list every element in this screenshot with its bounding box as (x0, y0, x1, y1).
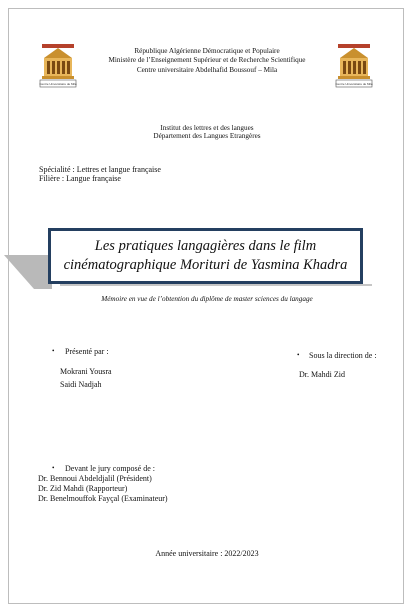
thesis-title-line1: Les pratiques langagières dans le film (94, 238, 317, 254)
banner-underline (60, 284, 372, 286)
bullet-supervision: • (297, 351, 300, 359)
jury-member-3: Dr. Benelmouffok Fayçal (Examinateur) (38, 494, 168, 503)
logo-left-caption: Centre Universitaire de Mila (39, 82, 77, 86)
bullet-jury: • (52, 464, 55, 472)
centre-line: Centre universitaire Abdelhafid Boussouf – Mila (136, 66, 278, 74)
ministry-line: Ministère de l’Enseignement Supérieur et de Recherche Scientifique (108, 56, 306, 64)
bullet-presented: • (52, 347, 55, 355)
author-2: Saidi Nadjah (60, 380, 102, 389)
supervisor-name: Dr. Mahdi Zid (299, 370, 345, 379)
presented-label: Présenté par : (65, 347, 109, 356)
jury-label: Devant le jury composé de : (65, 464, 155, 473)
thesis-subtitle: Mémoire en vue de l’obtention du diplôme de master sciences du langage (101, 295, 313, 303)
field-line: Filière : Langue française (39, 174, 121, 183)
author-1: Mokrani Yousra (60, 367, 112, 376)
page-border (8, 8, 404, 604)
decorative-shadow (4, 255, 52, 289)
republic-line: République Algérienne Démocratique et Populaire (134, 47, 280, 55)
logo-right-caption: Centre Universitaire de Mila (335, 82, 373, 86)
supervision-label: Sous la direction de : (309, 351, 377, 360)
department-line: Département des Langues Etrangères (153, 132, 261, 140)
thesis-title-banner (48, 228, 363, 284)
thesis-title-line2: cinématographique Morituri de Yasmina Khadra (63, 257, 348, 273)
academic-year: Année universitaire : 2022/2023 (155, 549, 259, 558)
institute-line: Institut des lettres et des langues (160, 124, 254, 132)
jury-member-1: Dr. Bennoui Abdeldjalil (Président) (38, 474, 152, 483)
speciality-line: Spécialité : Lettres et langue française (39, 165, 161, 174)
jury-member-2: Dr. Zid Mahdi (Rapporteur) (38, 484, 128, 493)
